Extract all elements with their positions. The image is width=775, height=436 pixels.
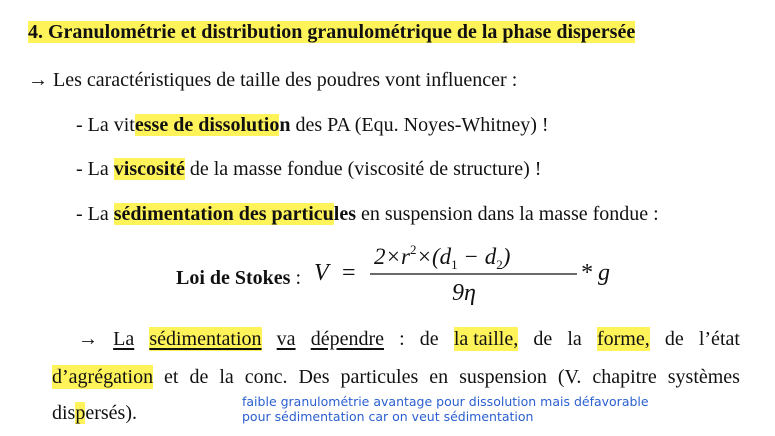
stokes-formula: [312, 238, 642, 308]
word: :: [399, 328, 405, 350]
word: de: [533, 328, 553, 350]
word-highlight: la taille,: [453, 328, 519, 350]
section-title-text: 4. Granulométrie et distribution granulométrique de la phase dispersée: [28, 21, 636, 43]
handwritten-note: [242, 394, 649, 424]
word-highlight: forme,: [596, 328, 650, 350]
bullet-suffix: des PA (Equ. Noyes-Whitney) !: [290, 114, 549, 136]
intro-text: Les caractéristiques de taille des poudres vont influencer :: [48, 69, 518, 91]
word: (V.: [557, 366, 582, 388]
word: dépendre: [310, 328, 384, 350]
word: la: [567, 328, 582, 350]
bullet-sedimentation: [76, 202, 659, 226]
word: l’état: [698, 328, 740, 350]
formula-lhs: V: [314, 260, 329, 286]
section-title: [28, 20, 635, 44]
bullet-suffix: en suspension dans la masse fondue :: [355, 203, 659, 225]
word: la: [219, 366, 234, 388]
formula-equals: =: [342, 260, 356, 286]
arrow-icon: →: [28, 69, 48, 91]
word: Des: [298, 366, 330, 388]
paragraph-line-3: [52, 401, 137, 425]
bullet-mid: de: [184, 158, 209, 180]
word: de: [189, 366, 209, 388]
note-line-1: faible granulométrie avantage pour dissolution mais défavorable: [242, 394, 649, 409]
formula-numerator: $2\times r^2\times(d_1 - d_2)$: [374, 242, 511, 272]
stokes-label-text: Loi de Stokes: [176, 267, 291, 289]
line3-highlight: p: [75, 402, 86, 424]
bullet-prefix: - La: [76, 158, 114, 180]
bullet-viscosity: [76, 157, 541, 181]
bullet-dissolution: [76, 113, 549, 137]
line3-suffix: ersés).: [85, 402, 137, 424]
line3-prefix: dis: [52, 402, 76, 424]
word-highlight: sédimentation: [149, 328, 262, 350]
word: va: [276, 328, 296, 350]
arrow-icon: →: [78, 328, 98, 350]
word: de: [419, 328, 439, 350]
intro-line: [28, 68, 517, 92]
bullet-prefix: - La: [76, 203, 114, 225]
bullet-suffix: la masse fondue (viscosité de structure) !: [208, 158, 542, 180]
note-line-2: pour sédimentation car on veut sédimentation: [242, 409, 534, 424]
bullet-prefix: - La vit: [76, 114, 135, 136]
formula-denominator: 9η: [452, 280, 476, 306]
paragraph-line-1: [78, 327, 740, 351]
word: conc.: [244, 366, 288, 388]
word: suspension: [459, 366, 547, 388]
bullet-highlight: sédimentation des particu: [113, 203, 334, 225]
word: particules: [340, 366, 419, 388]
word-highlight: d’agrégation: [52, 366, 154, 388]
bullet-highlight: viscosité: [113, 158, 185, 180]
bullet-highlight: esse de dissolutio: [134, 114, 280, 136]
word: systèmes: [667, 366, 740, 388]
word: et: [164, 366, 179, 388]
bullet-mid: les: [333, 203, 356, 225]
word: chapitre: [592, 366, 657, 388]
formula-tail: * g: [580, 260, 610, 286]
word: en: [429, 366, 449, 388]
stokes-colon: :: [290, 267, 302, 289]
bullet-mid: n: [279, 114, 291, 136]
stokes-law-label: [176, 266, 301, 290]
paragraph-line-2: [52, 365, 740, 389]
word: de: [664, 328, 684, 350]
word: La: [113, 328, 135, 350]
